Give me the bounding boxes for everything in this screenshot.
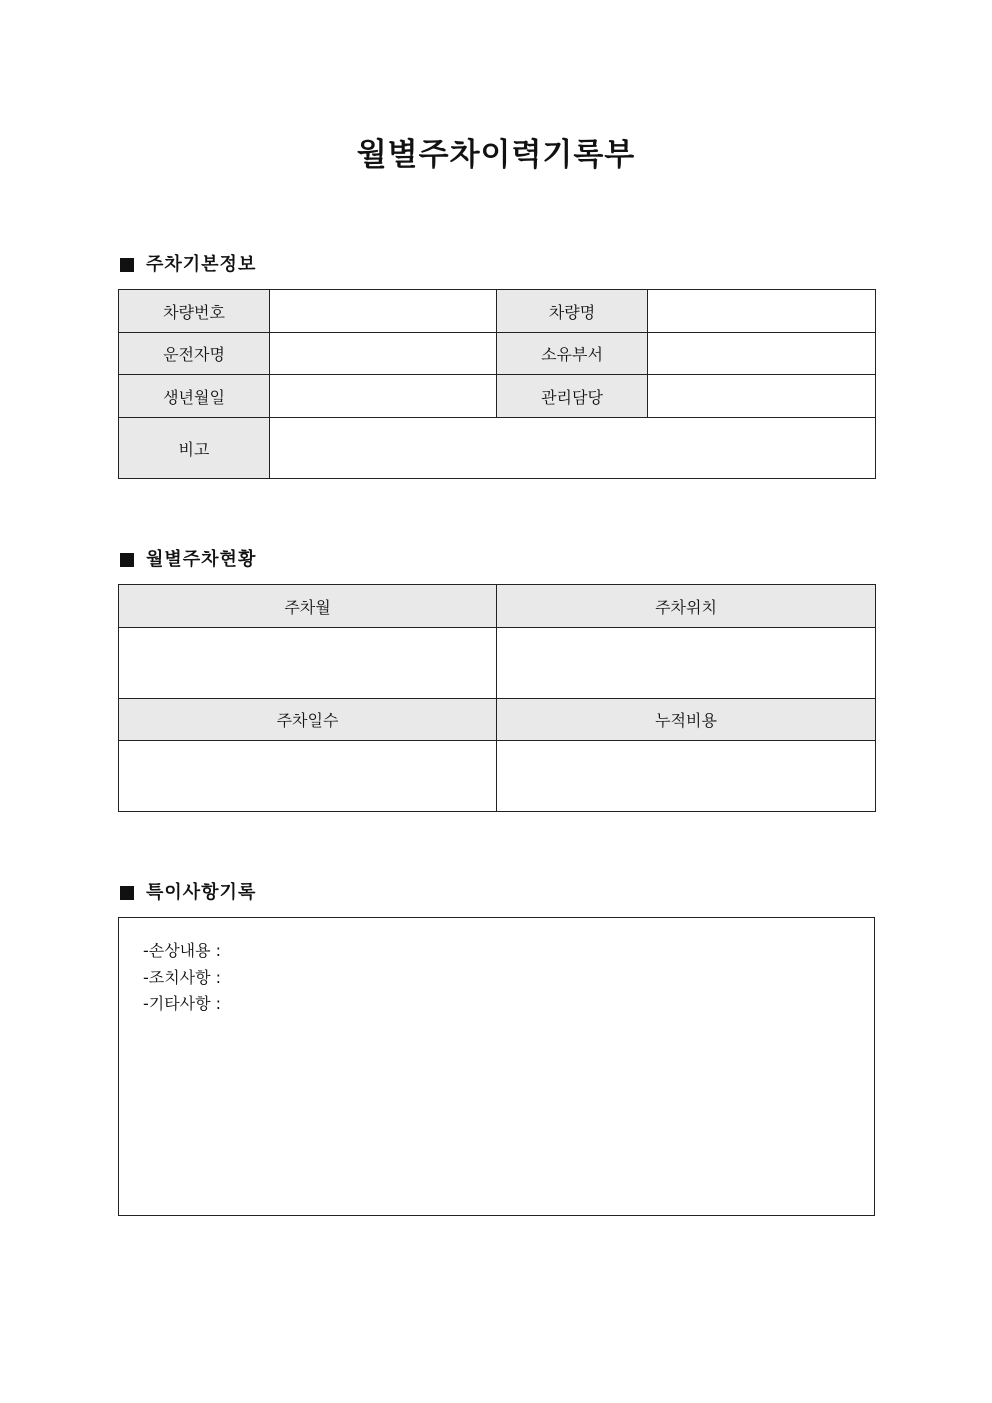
- table-row: [119, 418, 876, 479]
- parking-location-field[interactable]: [497, 628, 876, 699]
- label-cell: 소유부서: [497, 333, 648, 375]
- header-cell: 주차월: [119, 585, 497, 628]
- section-heading-special-notes: [120, 881, 256, 905]
- black-square-icon: [120, 258, 134, 272]
- cumulative-cost-field[interactable]: [497, 741, 876, 812]
- table-row: [119, 699, 876, 741]
- list-item: -기타사항 :: [143, 994, 222, 1013]
- parking-month-field[interactable]: [119, 628, 497, 699]
- list-item: -조치사항 :: [143, 967, 222, 987]
- table-row: [119, 741, 876, 812]
- birth-date-field[interactable]: [270, 375, 497, 418]
- header-cell: 주차위치: [497, 585, 876, 628]
- section-heading-label: 특이사항기록: [146, 882, 257, 903]
- driver-name-field[interactable]: [270, 333, 497, 375]
- page-title: 월별주차이력기록부: [356, 137, 636, 173]
- table-row: [119, 333, 876, 375]
- label-cell: 관리담당: [497, 375, 648, 418]
- vehicle-number-field[interactable]: [270, 290, 497, 333]
- table-row: [119, 628, 876, 699]
- black-square-icon: [120, 886, 134, 900]
- vehicle-name-field[interactable]: [648, 290, 876, 333]
- label-cell: 비고: [119, 418, 270, 479]
- basic-info-table: [118, 289, 876, 479]
- label-cell: 차량명: [497, 290, 648, 333]
- table-row: [119, 290, 876, 333]
- label-cell: 차량번호: [119, 290, 270, 333]
- header-cell: 주차일수: [119, 699, 497, 741]
- header-cell: 누적비용: [497, 699, 876, 741]
- label-cell: 생년월일: [119, 375, 270, 418]
- parking-days-field[interactable]: [119, 741, 497, 812]
- table-row: [119, 375, 876, 418]
- section-heading-label: 월별주차현황: [146, 549, 257, 570]
- remarks-field[interactable]: [270, 418, 876, 479]
- label-cell: 운전자명: [119, 333, 270, 375]
- special-notes-box[interactable]: [118, 917, 875, 1216]
- owner-department-field[interactable]: [648, 333, 876, 375]
- black-square-icon: [120, 553, 134, 567]
- monthly-status-table: [118, 584, 876, 812]
- section-heading-basic-info: [120, 253, 256, 277]
- list-item: -손상내용 :: [143, 941, 222, 960]
- manager-field[interactable]: [648, 375, 876, 418]
- table-row: [119, 585, 876, 628]
- section-heading-label: 주차기본정보: [146, 254, 257, 275]
- section-heading-monthly-status: [120, 548, 256, 572]
- notes-list: [143, 938, 221, 1018]
